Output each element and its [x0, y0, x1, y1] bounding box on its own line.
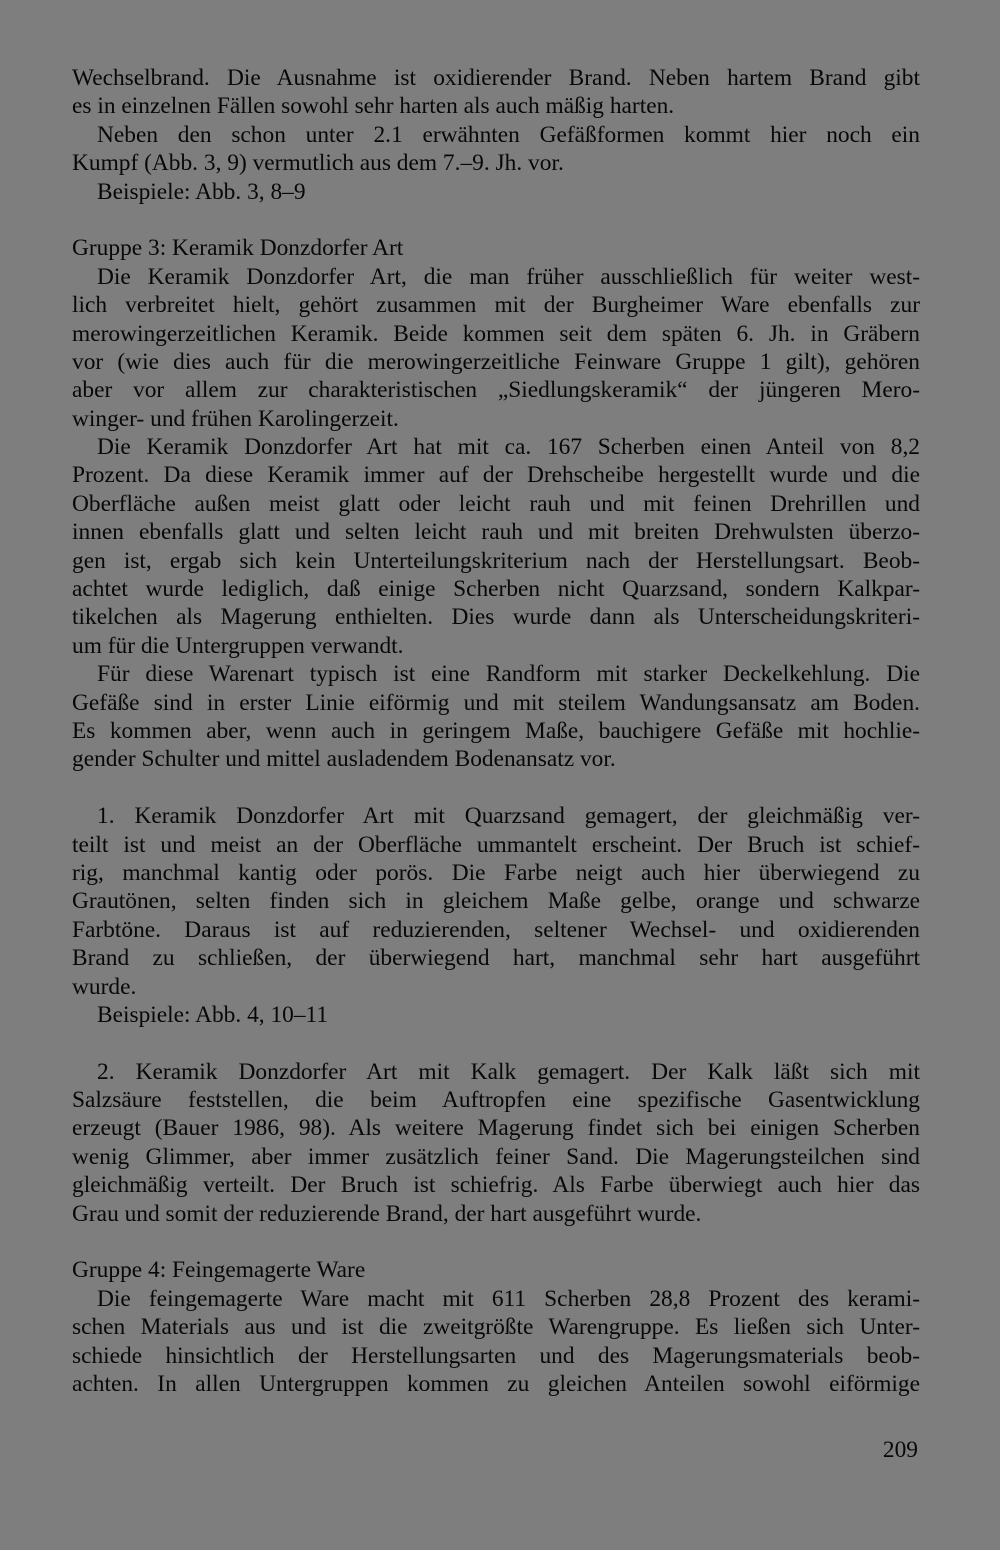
text-line: Kumpf (Abb. 3, 9) vermutlich aus dem 7.–9. Jh. vor. [72, 150, 564, 177]
text-line: vor (wie dies auch für die merowingerzeitliche Feinware Gruppe 1 gilt), gehören [72, 348, 920, 375]
text-line: Es kommen aber, wenn auch in geringem Maße, bauchigere Gefäße mit hochlie- [72, 717, 920, 744]
page-body [72, 64, 920, 1398]
text-line: Beispiele: Abb. 4, 10–11 [97, 1001, 329, 1028]
text-line: aber vor allem zur charakteristischen „Siedlungskeramik“ der jüngeren Mero- [72, 377, 920, 404]
text-line: Für diese Warenart typisch ist eine Randform mit starker Deckelkehlung. Die [97, 661, 920, 688]
section-heading [72, 234, 920, 262]
text-line: wurde. [72, 973, 137, 1000]
text-line: wenig Glimmer, aber immer zusätzlich feiner Sand. Die Magerungsteilchen sind [72, 1143, 920, 1170]
text-line: es in einzelnen Fällen sowohl sehr harten als auch mäßig harten. [72, 93, 675, 120]
text-line: Die Keramik Donzdorfer Art, die man früher ausschließlich für weiter west- [97, 263, 920, 290]
text-line: achten. In allen Untergruppen kommen zu gleichen Anteilen sowohl eiförmige [72, 1370, 920, 1397]
text-line: Die feingemagerte Ware macht mit 611 Scherben 28,8 Prozent des kerami- [97, 1285, 920, 1312]
paragraph [72, 1001, 920, 1029]
text-line: teilt ist und meist an der Oberfläche ummantelt erscheint. Der Bruch ist schief- [72, 831, 920, 858]
text-line: erzeugt (Bauer 1986, 98). Als weitere Magerung findet sich bei einigen Scherben [72, 1115, 920, 1142]
text-line: Die Keramik Donzdorfer Art hat mit ca. 167 Scherben einen Anteil von 8,2 [97, 434, 920, 461]
text-line: Wechselbrand. Die Ausnahme ist oxidierender Brand. Neben hartem Brand gibt [72, 65, 920, 91]
paragraph [72, 1285, 920, 1399]
text-line: Salzsäure feststellen, die beim Auftropfen eine spezifische Gasentwicklung [72, 1087, 920, 1114]
text-line: 2. Keramik Donzdorfer Art mit Kalk gemagert. Der Kalk läßt sich mit [97, 1058, 920, 1085]
text-line: Gefäße sind in erster Linie eiförmig und mit steilem Wandungsansatz am Boden. [72, 689, 920, 716]
text-line: schen Materials aus und ist die zweitgrößte Warengruppe. Es ließen sich Unter- [72, 1314, 920, 1341]
text-line: Prozent. Da diese Keramik immer auf der Drehscheibe hergestellt wurde und die [72, 462, 920, 489]
paragraph [72, 1058, 920, 1228]
text-line: gender Schulter und mittel ausladendem Bodenansatz vor. [72, 746, 616, 773]
text-line: gen ist, ergab sich kein Unterteilungskriterium nach der Herstellungsart. Beob- [72, 547, 920, 574]
page-number: 209 [882, 1437, 918, 1463]
paragraph [72, 802, 920, 1001]
paragraph-gap [72, 774, 920, 802]
paragraph [72, 433, 920, 660]
text-line: Grautönen, selten finden sich in gleichem Maße gelbe, orange und schwarze [72, 888, 920, 915]
section-heading [72, 1256, 920, 1284]
text-line: Farbtöne. Daraus ist auf reduzierenden, seltener Wechsel- und oxidierenden [72, 916, 920, 943]
paragraph-gap [72, 206, 920, 234]
paragraph [72, 64, 920, 121]
text-line: rig, manchmal kantig oder porös. Die Farbe neigt auch hier überwiegend zu [72, 859, 920, 886]
text-line: tikelchen als Magerung enthielten. Dies wurde dann als Unterscheidungskriteri- [72, 604, 920, 631]
text-line: merowingerzeitlichen Keramik. Beide kommen seit dem späten 6. Jh. in Gräbern [72, 320, 920, 347]
text-line: 1. Keramik Donzdorfer Art mit Quarzsand gemagert, der gleichmäßig ver- [97, 803, 920, 830]
text-line: Oberfläche außen meist glatt oder leicht rauh und mit feinen Drehrillen und [72, 490, 920, 517]
text-line: Gruppe 3: Keramik Donzdorfer Art [72, 235, 404, 262]
text-line: lich verbreitet hielt, gehört zusammen mit der Burgheimer Ware ebenfalls zur [72, 292, 920, 319]
paragraph-gap [72, 1228, 920, 1256]
text-line: Neben den schon unter 2.1 erwähnten Gefäßformen kommt hier noch ein [97, 121, 920, 148]
text-line: Beispiele: Abb. 3, 8–9 [97, 178, 306, 205]
text-line: winger- und frühen Karolingerzeit. [72, 405, 399, 432]
text-line: schiede hinsichtlich der Herstellungsarten und des Magerungsmaterials beob- [72, 1342, 920, 1369]
paragraph [72, 121, 920, 178]
paragraph [72, 178, 920, 206]
text-line: achtet wurde lediglich, daß einige Scherben nicht Quarzsand, sondern Kalkpar- [72, 576, 920, 603]
text-line: gleichmäßig verteilt. Der Bruch ist schiefrig. Als Farbe überwiegt auch hier das [72, 1172, 920, 1199]
paragraph [72, 660, 920, 774]
paragraph-gap [72, 1029, 920, 1057]
text-line: Gruppe 4: Feingemagerte Ware [72, 1257, 366, 1284]
text-line: um für die Untergruppen verwandt. [72, 632, 404, 659]
text-line: innen ebenfalls glatt und selten leicht rauh und mit breiten Drehwulsten überzo- [72, 519, 920, 546]
text-line: Brand zu schließen, der überwiegend hart, manchmal sehr hart ausgeführt [72, 945, 920, 972]
text-line: Grau und somit der reduzierende Brand, der hart ausgeführt wurde. [72, 1200, 702, 1227]
paragraph [72, 263, 920, 433]
